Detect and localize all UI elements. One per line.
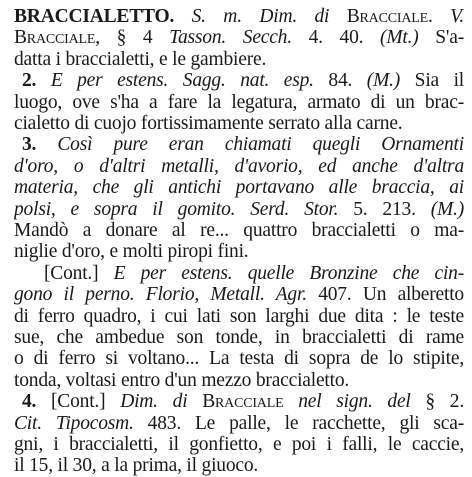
text-segment: di ferro quadro, i cui lati son larghi due dita : le teste [14,305,464,327]
text-line [14,177,464,199]
text-segment: E per estens. Sagg. nat. esp. [50,70,314,92]
text-segment: Cit. Tipocosm. [14,412,134,434]
text-segment: Mandò a donare al re... quattro braccialetti o ma- [14,220,464,241]
text-segment: gni, i braccialetti, il gonfietto, e poi i falli, le caccie, [14,434,464,455]
text-segment: BRACCIALETTO. [14,6,175,27]
text-line [14,156,464,178]
text-segment: 4. 40. [291,27,381,49]
text-segment: V. [450,6,464,27]
text-segment: sue, che ambedue son tonde, in braccialetti di rame [14,327,464,348]
text-segment: tonda, voltasi entro d'un mezzo braccialetto. [14,369,350,391]
text-line [14,327,464,349]
text-segment: d'oro, o d'altri metalli, d'avorio, ed anche d'altra [14,155,464,177]
text-segment: Sia il [400,70,464,92]
text-line [14,413,464,435]
text-line [14,113,464,135]
text-line [22,134,464,156]
text-line [22,391,464,413]
text-segment: (Mt.) [380,27,419,49]
text-segment: Bracciale [346,6,428,27]
text-segment: (M.) [366,70,401,92]
text-line [14,199,464,221]
text-line [14,220,464,242]
text-segment: (M.) [430,198,464,220]
text-segment: Tasson. Secch. [169,27,292,49]
text-segment: o di ferro si voltano... La testa di sopra de lo stipite, [14,348,464,370]
text-segment: materia, che gli antichi portavano alle braccia, ai [14,177,464,199]
text-line [44,263,464,285]
text-segment: [Cont.] [44,262,114,284]
text-line [14,348,464,370]
text-segment: 483. Le palle, le racchette, gli sca- [133,412,464,434]
text-segment: luogo, ove s'ha a fare la legatura, armato di un brac- [14,91,464,113]
text-segment: S. m. Dim. di [174,6,347,27]
text-segment: Dim. di [120,391,203,413]
text-segment: 84. [313,70,367,92]
text-segment: . [427,6,451,27]
text-segment: Bracciale [202,391,284,413]
text-line [14,27,464,49]
text-segment: S'a- [418,27,464,49]
text-segment: § 2. [410,391,464,413]
text-segment: Bracciale [14,27,96,49]
text-segment: 3. [22,134,58,156]
text-segment: Così pure eran chiamati quegli Ornamenti [57,134,464,156]
text-line [14,6,464,28]
text-segment: 5. 213. [338,198,431,220]
text-line [14,49,464,71]
text-segment: [Cont.] [51,391,121,413]
text-line [14,370,464,392]
text-segment: il 15, il 30, a la prima, il giuoco. [14,455,259,477]
text-segment: gono il perno. Florio, Metall. Agr. [14,284,307,306]
text-segment: nel sign. del [283,391,411,413]
text-line [14,455,464,477]
text-segment: polsi, e sopra il gomito. Serd. Stor. [14,198,339,220]
text-segment: 4. [22,391,52,413]
text-line [14,306,464,328]
text-line [14,241,464,263]
text-segment: 407. Un alberetto [306,284,464,306]
text-segment: cialetto di cuojo fortissimamente serrato alla carne. [14,113,403,134]
text-line [14,434,464,456]
text-line [14,92,464,114]
text-line [14,284,464,306]
text-segment: datta i braccialetti, e le gambiere. [14,48,267,70]
text-segment: E per estens. quelle Bronzine che cin- [113,262,464,284]
text-segment: , § 4 [95,27,170,49]
text-segment: 2. [22,70,51,92]
text-line [22,70,464,92]
text-segment: niglie d'oro, e molti piropi fini. [14,241,249,263]
